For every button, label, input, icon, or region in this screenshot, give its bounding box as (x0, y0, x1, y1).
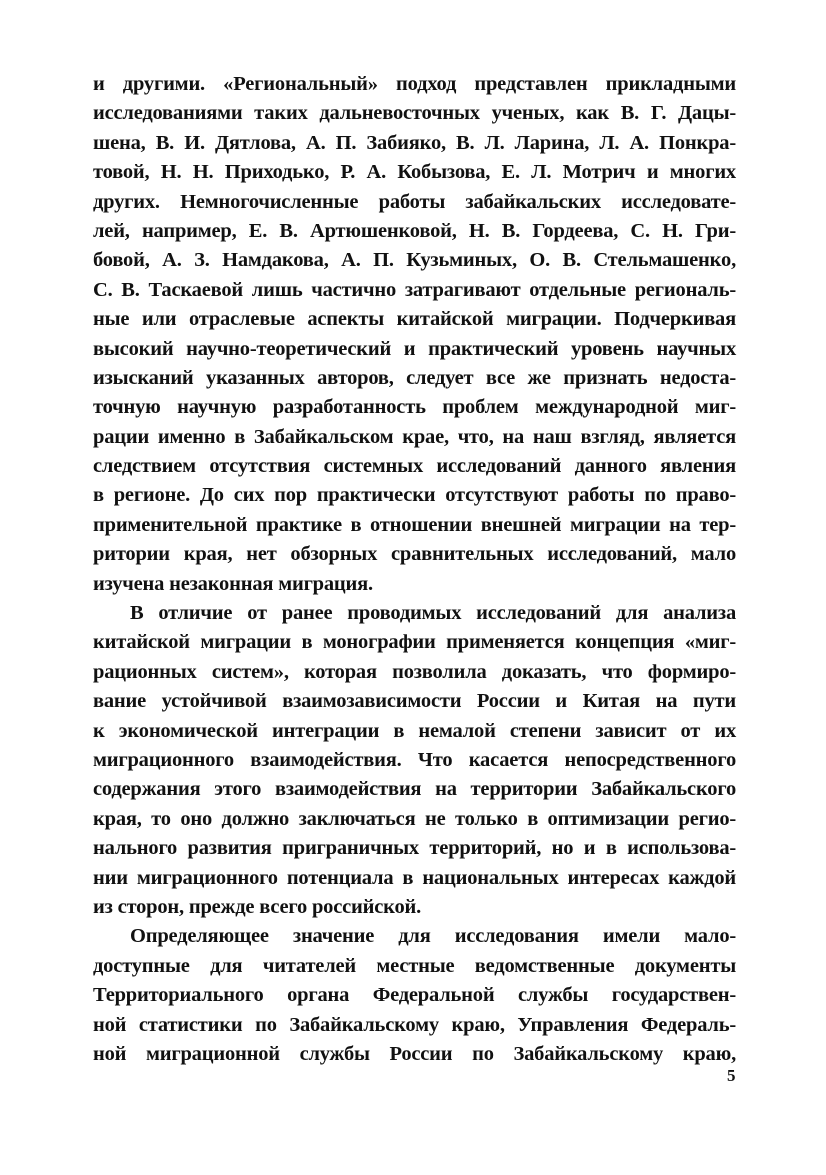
page-number: 5 (727, 1066, 736, 1085)
text-line: изучена незаконная миграция. (93, 572, 373, 595)
text-line: товой, Н. Н. Приходько, Р. А. Кобызова, Е. Л. Мотрич и многих (93, 161, 736, 184)
text-line: ритории края, нет обзорных сравнительных исследований, мало (93, 543, 736, 566)
text-line: края, то оно должно заключаться не только в оптимизации регио- (93, 807, 736, 830)
text-line: миграционного взаимодействия. Что касается непосредственного (93, 748, 736, 771)
text-line: изысканий указанных авторов, следует все же признать недоста- (93, 366, 736, 389)
text-line: высокий научно-теоретический и практический уровень научных (93, 337, 736, 360)
text-line: бовой, А. З. Намдакова, А. П. Кузьминых, О. В. Стельмашенко, (93, 249, 736, 272)
text-line: к экономической интеграции в немалой степени зависит от их (93, 719, 736, 742)
text-line: и другими. «Региональный» подход представлен прикладными (93, 73, 736, 95)
text-line: исследованиями таких дальневосточных ученых, как В. Г. Дацы- (93, 102, 736, 125)
text-line: Территориального органа Федеральной службы государствен- (93, 984, 736, 1007)
text-line: лей, например, Е. В. Артюшенковой, Н. В. Гордеева, С. Н. Гри- (93, 219, 736, 242)
text-line: ной миграционной службы России по Забайкальскому краю, (93, 1042, 736, 1065)
text-line: следствием отсутствия системных исследований данного явления (93, 455, 736, 478)
text-line: доступные для читателей местные ведомственные документы (93, 954, 736, 977)
text-line: С. В. Таскаевой лишь частично затрагивают отдельные региональ- (93, 278, 736, 301)
text-line: ные или отраслевые аспекты китайской миграции. Подчеркивая (93, 308, 736, 331)
paragraph-2 (93, 599, 736, 922)
text-line: китайской миграции в монографии применяется концепция «миг- (93, 631, 736, 654)
text-line: нии миграционного потенциала в национальных интересах каждой (93, 866, 736, 889)
text-line: точную научную разработанность проблем международной миг- (93, 396, 736, 419)
paragraph-3 (93, 922, 736, 1069)
body-text (93, 70, 736, 1069)
text-line: из сторон, прежде всего российской. (93, 895, 422, 918)
text-line: рационных систем», которая позволила доказать, что формиро- (93, 660, 736, 683)
text-line: рации именно в Забайкальском крае, что, на наш взгляд, является (93, 425, 736, 448)
text-line: Определяющее значение для исследования имели мало- (130, 925, 736, 948)
text-line: нального развития приграничных территорий, но и в использова- (93, 837, 736, 860)
text-line: применительной практике в отношении внешней миграции на тер- (93, 513, 736, 536)
text-line: ной статистики по Забайкальскому краю, Управления Федераль- (93, 1013, 736, 1036)
text-line: шена, В. И. Дятлова, А. П. Забияко, В. Л. Ларина, Л. А. Понкра- (93, 131, 736, 154)
text-line: В отличие от ранее проводимых исследований для анализа (130, 602, 736, 625)
text-line: других. Немногочисленные работы забайкальских исследовате- (93, 190, 736, 213)
text-line: в регионе. До сих пор практически отсутствуют работы по право- (93, 484, 736, 507)
paragraph-1 (93, 70, 736, 599)
text-line: содержания этого взаимодействия на территории Забайкальского (93, 778, 736, 801)
text-line: вание устойчивой взаимозависимости России и Китая на пути (93, 690, 736, 713)
